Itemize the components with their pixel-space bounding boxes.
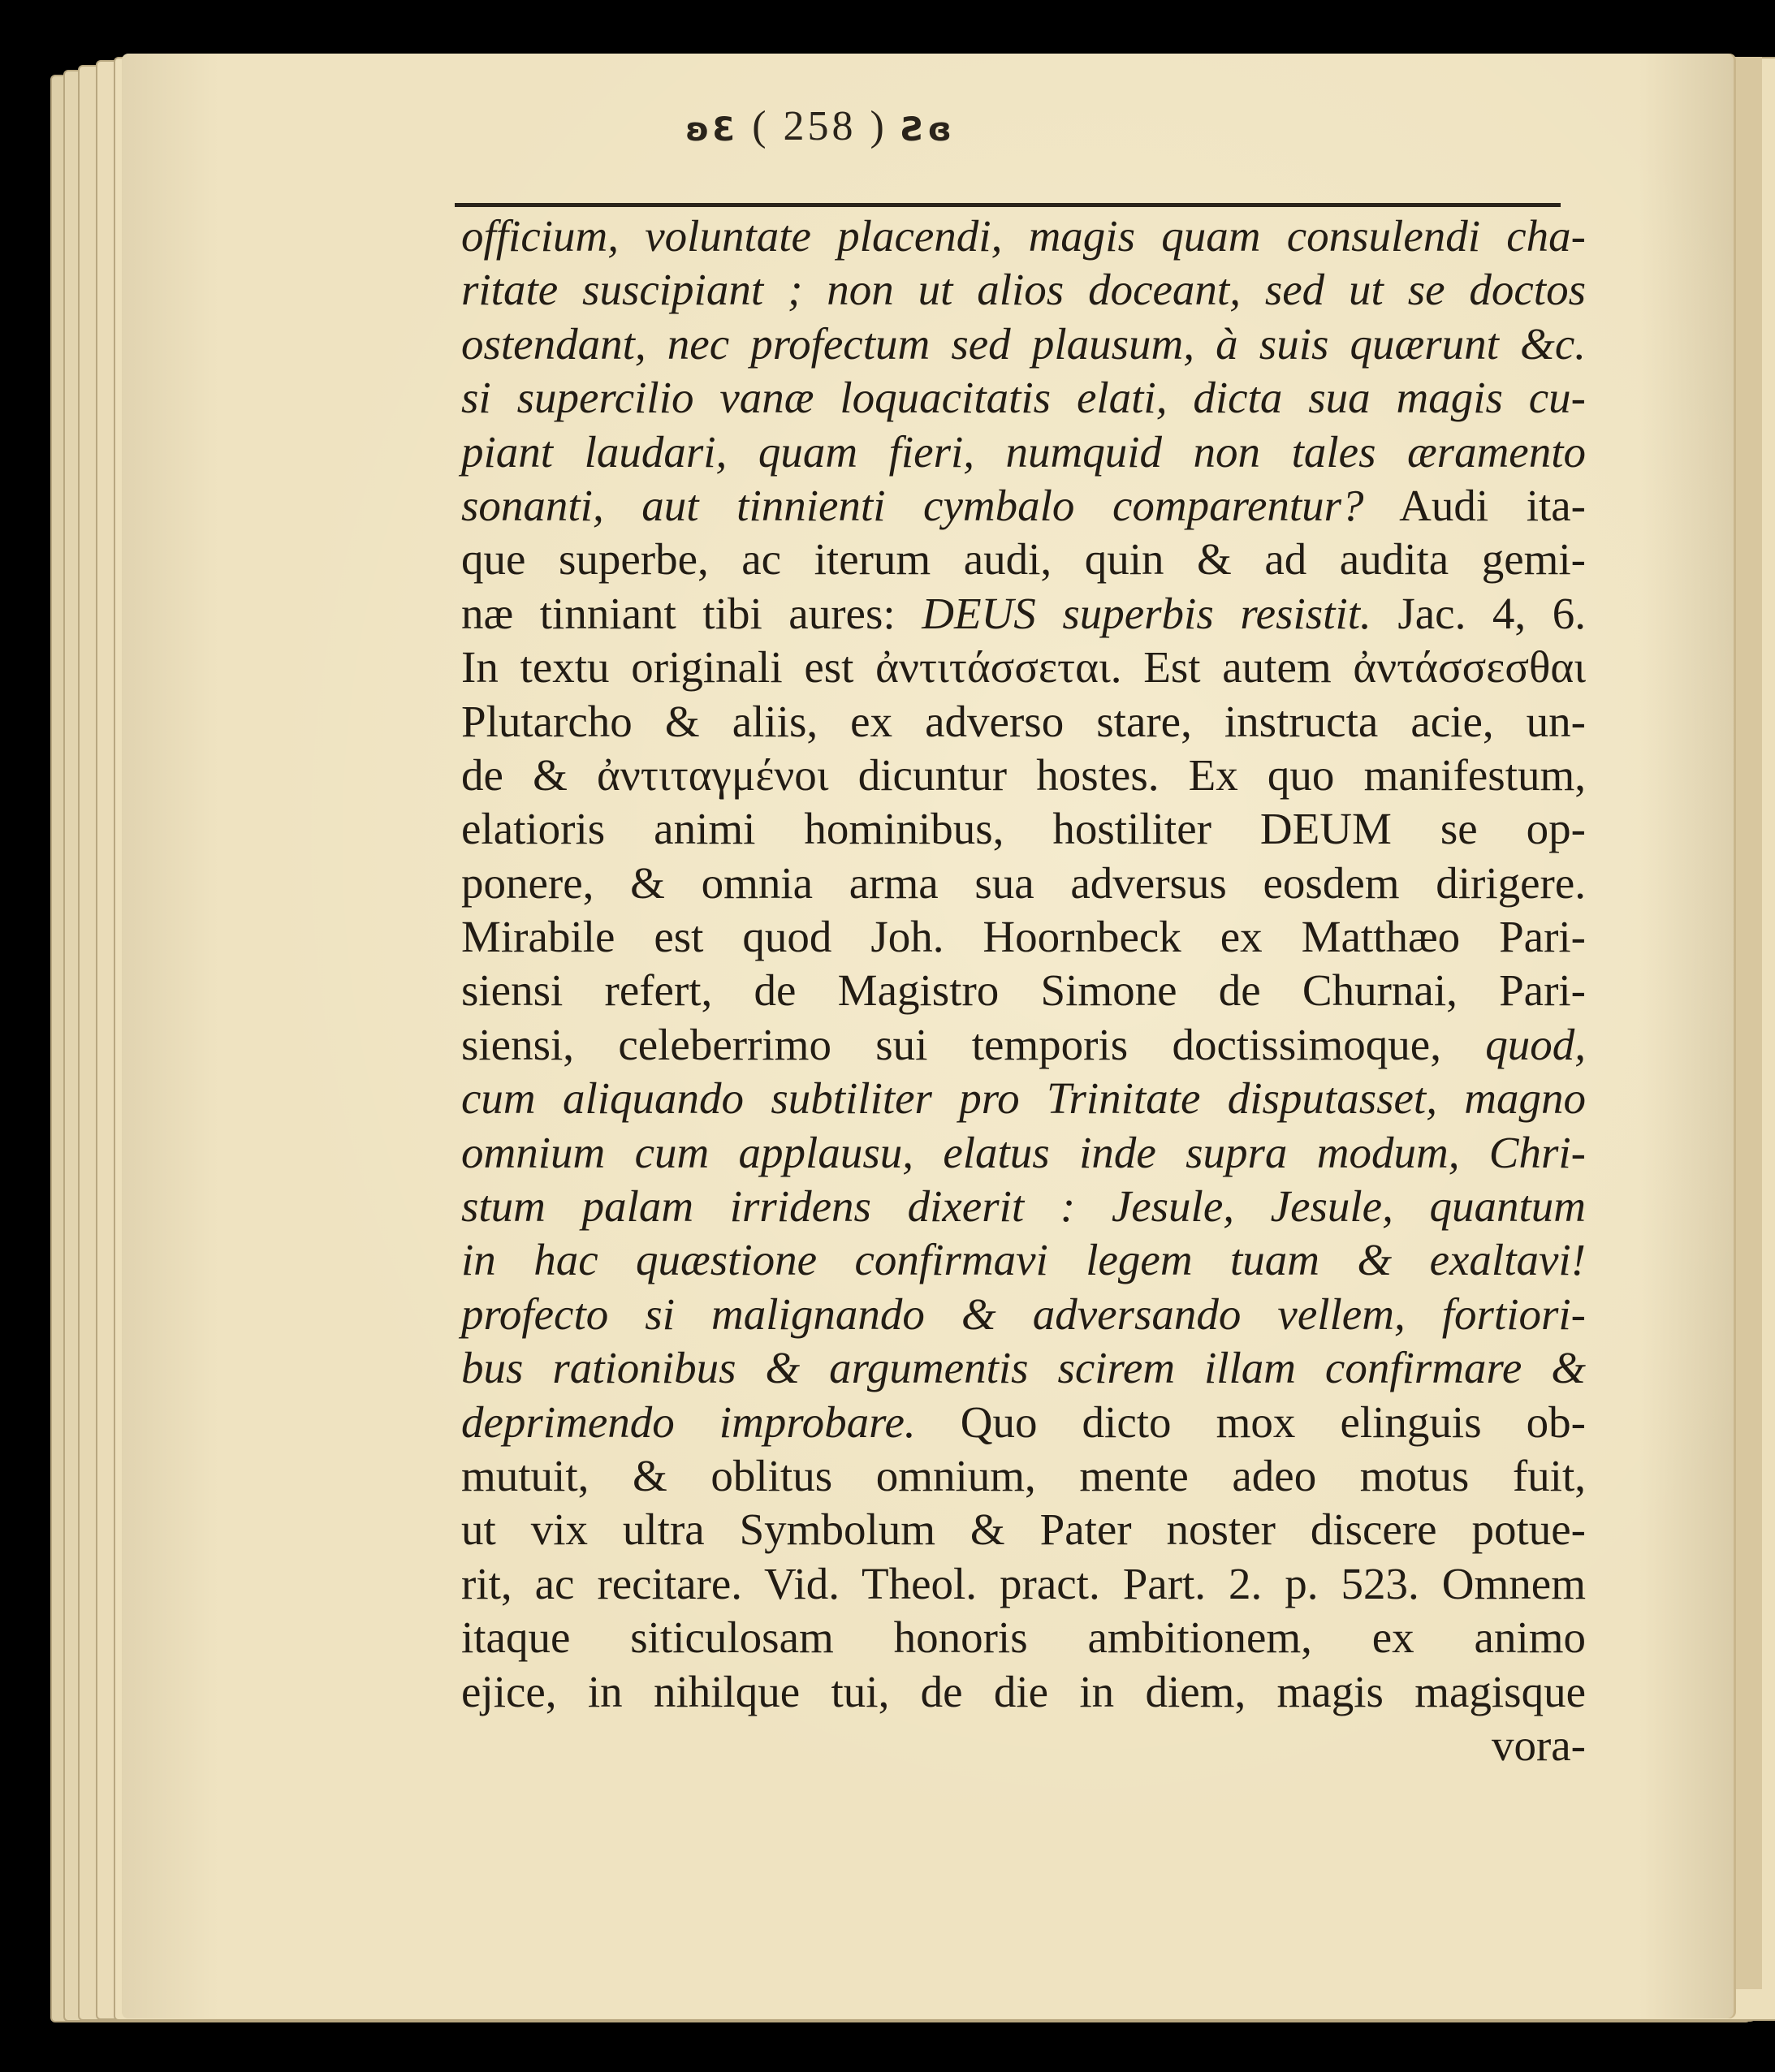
roman-text: In textu originali est ἀντιτάσσεται. Est autem ἀντάσσεσθαι xyxy=(461,642,1586,693)
text-line xyxy=(461,1611,1586,1664)
running-header xyxy=(455,102,1185,150)
roman-text: Quo dicto mox elinguis ob- xyxy=(915,1396,1586,1447)
text-line xyxy=(461,1180,1586,1233)
italic-text: cum aliquando subtiliter pro Trinitate disputasset, magno xyxy=(461,1073,1586,1124)
italic-text: deprimendo improbare. xyxy=(461,1396,916,1447)
roman-text: vora- xyxy=(1491,1720,1586,1770)
roman-text: ejice, in nihilque tui, de die in diem, magis magisque xyxy=(461,1666,1586,1716)
text-line xyxy=(461,1665,1586,1719)
italic-text: officium, voluntate placendi, magis quam consulendi cha- xyxy=(461,211,1586,261)
text-line xyxy=(461,1449,1586,1503)
text-line xyxy=(461,533,1586,586)
text-line xyxy=(461,857,1586,910)
italic-text: omnium cum applausu, elatus inde supra modum, Chri- xyxy=(461,1127,1586,1177)
roman-text: Audi ita- xyxy=(1363,480,1586,530)
roman-text: Mirabile est quod Joh. Hoornbeck ex Matthæo Pari- xyxy=(461,912,1586,962)
italic-text: bus rationibus & argumentis scirem illam confirmare & xyxy=(461,1343,1586,1393)
italic-text: profecto si malignando & adversando vellem, fortiori- xyxy=(461,1289,1586,1339)
text-line xyxy=(461,1233,1586,1287)
italic-text: piant laudari, quam fieri, numquid non tales æramento xyxy=(461,426,1586,477)
text-line xyxy=(461,802,1586,856)
italic-text: in hac quæstione confirmavi legem tuam & exaltavi! xyxy=(461,1235,1586,1285)
italic-text: DEUS superbis resistit. xyxy=(922,588,1371,638)
roman-text: elatioris animi hominibus, hostiliter DEUM se op- xyxy=(461,804,1586,854)
text-line xyxy=(461,749,1586,802)
roman-text: siensi refert, de Magistro Simone de Churnai, Pari- xyxy=(461,965,1586,1016)
roman-text: Plutarcho & aliis, ex adverso stare, instructa acie, un- xyxy=(461,696,1586,746)
text-line xyxy=(461,479,1586,533)
text-line xyxy=(461,1126,1586,1180)
text-line xyxy=(461,371,1586,425)
text-line xyxy=(461,1288,1586,1341)
italic-text: quod, xyxy=(1485,1019,1586,1069)
text-line xyxy=(461,1396,1586,1449)
roman-text: itaque siticulosam honoris ambitionem, ex animo xyxy=(461,1612,1586,1663)
text-line xyxy=(461,964,1586,1017)
roman-text: næ tinniant tibi aures: xyxy=(461,588,922,638)
text-line xyxy=(461,209,1586,263)
text-line xyxy=(461,1018,1586,1072)
italic-text: sonanti, aut tinnienti cymbalo comparentur? xyxy=(461,480,1364,530)
text-line xyxy=(461,695,1586,749)
italic-text: ritate suscipiant ; non ut alios doceant, sed ut se doctos xyxy=(461,265,1586,315)
italic-text: si supercilio vanæ loquacitatis elati, dicta sua magis cu- xyxy=(461,373,1586,423)
roman-text: ut vix ultra Symbolum & Pater noster discere potue- xyxy=(461,1504,1586,1555)
text-line xyxy=(461,587,1586,641)
text-line xyxy=(461,263,1586,317)
text-line xyxy=(461,425,1586,479)
roman-text: rit, ac recitare. Vid. Theol. pract. Part. 2. p. 523. Omnem xyxy=(461,1558,1586,1608)
text-line xyxy=(461,317,1586,371)
text-line xyxy=(461,1341,1586,1395)
roman-text: siensi, celeberrimo sui temporis doctissimoque, xyxy=(461,1019,1486,1069)
body-text xyxy=(461,209,1586,1772)
header-rule xyxy=(455,203,1561,207)
roman-text: que superbe, ac iterum audi, quin & ad audita gemi- xyxy=(461,534,1586,585)
italic-text: ostendant, nec profectum sed plausum, à suis quærunt &c. xyxy=(461,318,1586,369)
text-line xyxy=(461,1719,1586,1772)
page-number: ( 258 ) xyxy=(752,103,888,149)
italic-text: stum palam irridens dixerit : Jesule, Jesule, quantum xyxy=(461,1181,1586,1232)
right-ornament: Ƨɞ xyxy=(900,111,955,149)
text-line xyxy=(461,910,1586,964)
text-line xyxy=(461,641,1586,694)
roman-text: de & ἀντιταγμένοι dicuntur hostes. Ex quo manifestum, xyxy=(461,749,1586,800)
text-line xyxy=(461,1503,1586,1556)
roman-text: mutuit, & oblitus omnium, mente adeo motus fuit, xyxy=(461,1450,1586,1500)
left-ornament: ʚƐ xyxy=(685,111,739,149)
roman-text: ponere, & omnia arma sua adversus eosdem dirigere. xyxy=(461,857,1586,908)
text-line xyxy=(461,1072,1586,1125)
text-line xyxy=(461,1557,1586,1611)
roman-text: Jac. 4, 6. xyxy=(1371,588,1586,638)
